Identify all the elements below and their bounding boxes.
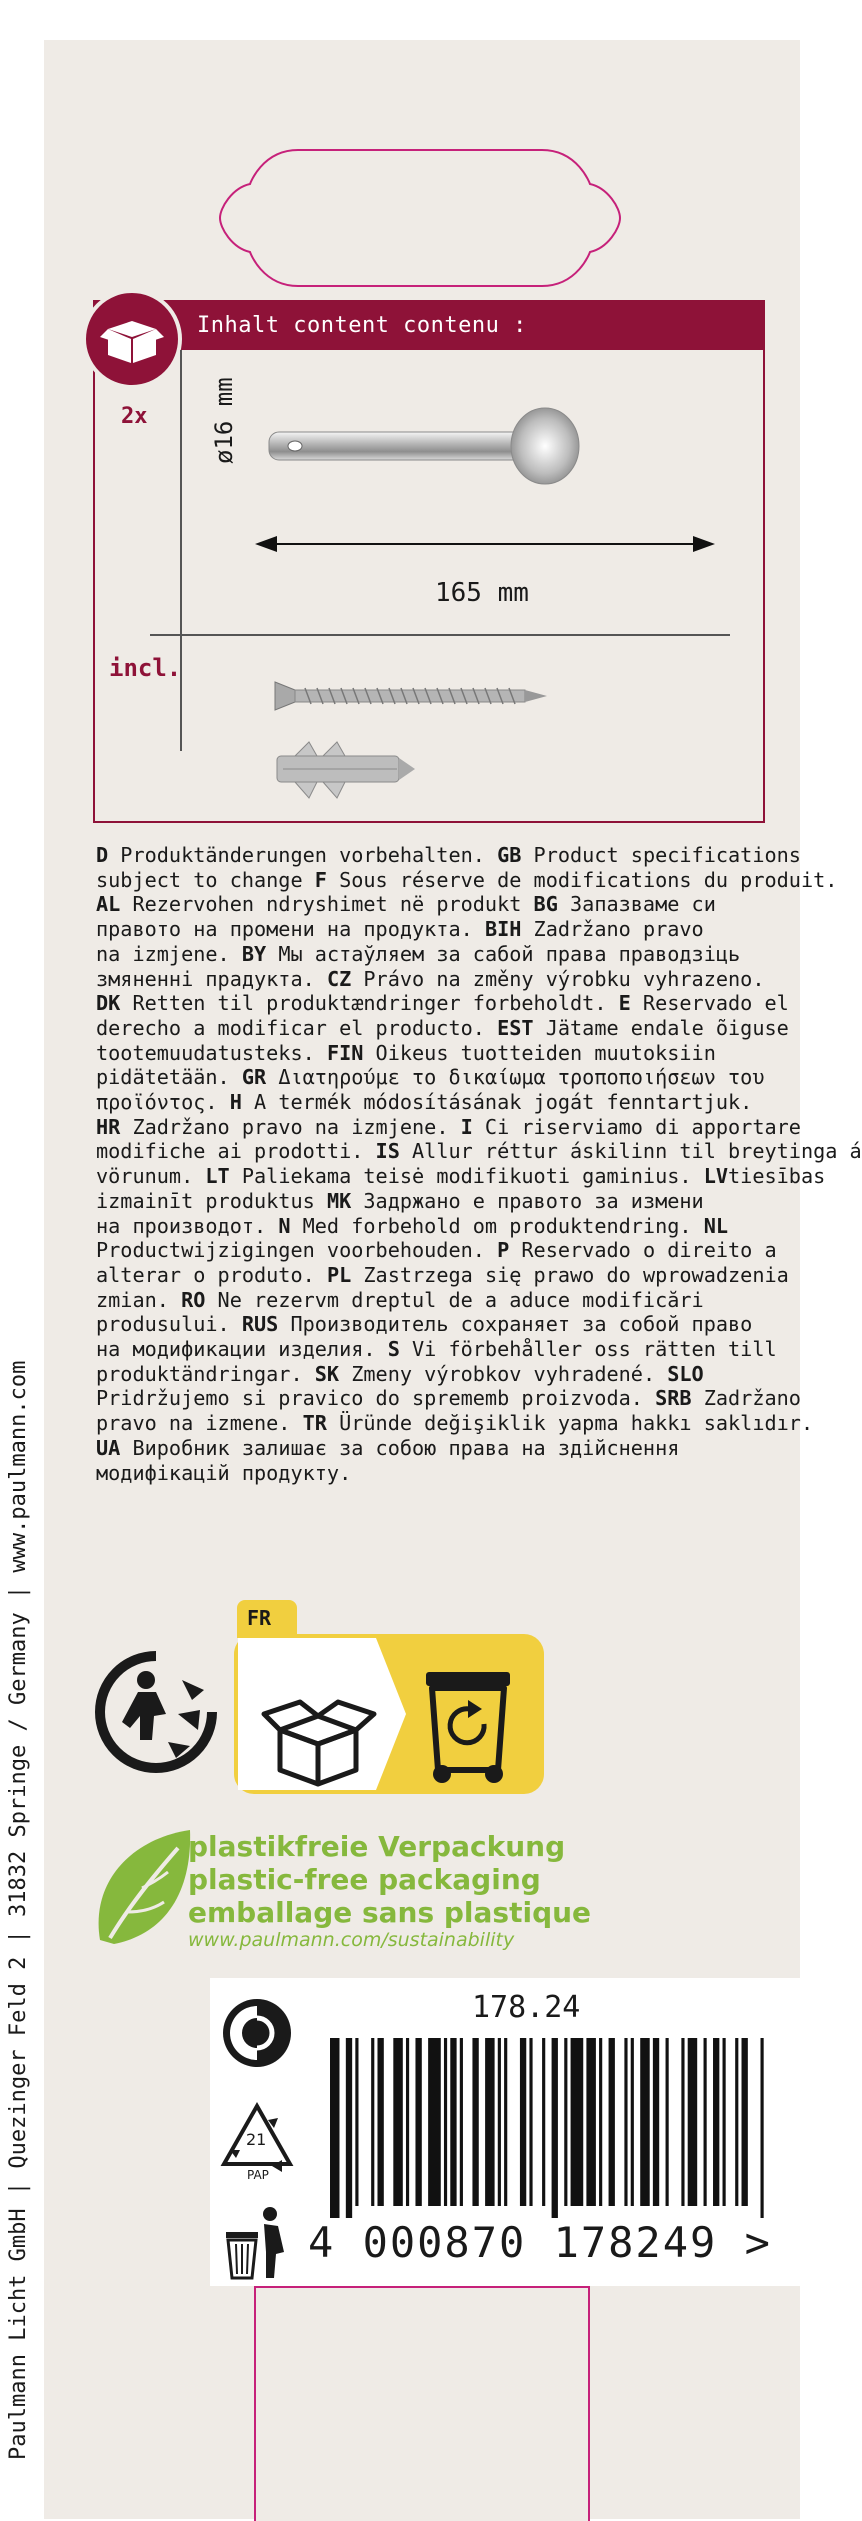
legal-line	[96, 1164, 826, 1189]
legal-text: produktändringar.	[96, 1361, 315, 1386]
company-address: Paulmann Licht GmbH | Quezinger Feld 2 | 31832 Springe / Germany | www.paulmann.com	[6, 1360, 31, 2460]
legal-text: modifiche ai prodotti.	[96, 1139, 376, 1164]
barcode-bar	[472, 2038, 478, 2206]
pap-label: PAP	[247, 2168, 269, 2182]
country-code: AL	[96, 892, 121, 917]
barcode-bar	[428, 2038, 441, 2206]
barcode-bar	[460, 2038, 463, 2206]
legal-text: izmainīt produktus	[96, 1188, 327, 1213]
legal-line	[96, 867, 838, 893]
country-code: UA	[96, 1435, 121, 1460]
legal-text: модифікацій продукту.	[96, 1460, 352, 1485]
legal-text: Produktänderungen vorbehalten.	[108, 843, 498, 867]
legal-text: змяненні прадукта.	[96, 966, 327, 991]
barcode-bar	[704, 2038, 707, 2206]
legal-line	[96, 991, 789, 1016]
legal-text: Reservado o direito a	[509, 1238, 777, 1263]
sustainability-url[interactable]: www.paulmann.com/sustainability	[188, 1929, 515, 1951]
barcode-bar	[393, 2038, 402, 2206]
country-code: SLO	[667, 1361, 704, 1386]
legal-text: Zastrzega się prawo do wprowadzenia	[351, 1262, 789, 1287]
country-code: EST	[497, 1015, 534, 1040]
barcode-bar	[609, 2038, 615, 2206]
length-dimension-arrow	[255, 532, 715, 556]
legal-text: tootemuudatusteks.	[96, 1040, 327, 1065]
barcode-bar	[406, 2038, 409, 2206]
legal-text: Právo na změny výrobku vyhrazeno.	[351, 966, 765, 991]
screw-icon	[275, 676, 555, 716]
included-label: incl.	[109, 654, 182, 682]
country-code: F	[314, 867, 327, 892]
country-code: LV	[703, 1164, 729, 1189]
barcode-bar	[552, 2038, 558, 2218]
legal-line	[96, 1090, 764, 1115]
legal-text: subject to change	[96, 867, 315, 892]
barcode-bar	[723, 2038, 726, 2206]
country-code: N	[278, 1213, 291, 1238]
legal-text: Zadržano	[691, 1386, 801, 1411]
country-code: IS	[375, 1139, 400, 1164]
legal-text: na izmjene.	[96, 941, 242, 966]
barcode-bar	[735, 2038, 738, 2206]
country-code: RO	[181, 1287, 206, 1312]
barcode-bar	[688, 2038, 697, 2206]
legal-text: Paliekama teisė modifikuoti gaminius.	[229, 1164, 704, 1189]
legal-text: Pridržujemo si pravico do sprememb proizvoda.	[96, 1386, 656, 1411]
barcode-bar	[761, 2038, 764, 2218]
barcode-bar	[599, 2038, 602, 2206]
barcode-bar	[330, 2038, 339, 2218]
barcode-digits: 4 000870 178249 >	[308, 2218, 772, 2267]
country-code: PL	[326, 1262, 352, 1287]
country-code: CZ	[326, 966, 352, 991]
article-number: 178.24	[472, 1990, 581, 2025]
legal-text: Мы астаўляем за сабой права праводзіць	[266, 941, 741, 966]
plastic-free-fr: emballage sans plastique	[188, 1896, 592, 1929]
legal-line	[96, 1461, 764, 1486]
country-code: D	[96, 843, 109, 867]
country-code: GB	[497, 843, 522, 867]
country-code: S	[387, 1337, 400, 1362]
legal-text: Vi förbehåller oss rätten till	[399, 1337, 777, 1362]
pin-illustration	[265, 407, 585, 485]
legal-text: правото на промени на продукта.	[96, 917, 485, 942]
barcode-bar	[529, 2038, 532, 2206]
country-code: GR	[241, 1065, 267, 1090]
legal-line	[96, 1312, 764, 1337]
barcode-bar	[504, 2038, 507, 2206]
country-code: H	[229, 1090, 242, 1115]
barcode-bar	[371, 2038, 374, 2206]
legal-line	[96, 1041, 764, 1066]
legal-notice	[96, 843, 862, 1485]
barcode-bar	[640, 2038, 649, 2206]
legal-text: A termék módosításának jogát fenntartjuk.	[241, 1090, 753, 1115]
country-code: SRB	[655, 1386, 692, 1411]
country-code: HR	[96, 1114, 121, 1139]
legal-text: на производот.	[96, 1213, 279, 1238]
legal-line	[96, 1386, 801, 1411]
legal-line	[96, 1015, 789, 1041]
barcode-bar	[520, 2038, 526, 2206]
barcode-bar	[450, 2038, 456, 2206]
plastic-free-de: plastikfreie Verpackung	[188, 1830, 566, 1863]
barcode-bar	[355, 2038, 358, 2206]
legal-text: Oikeus tuotteiden muutoksiin	[363, 1040, 716, 1065]
leaf-icon	[94, 1820, 194, 1950]
barcode-bar	[666, 2038, 669, 2206]
legal-text: pravo na izmene.	[96, 1411, 303, 1436]
country-tab	[237, 1600, 297, 1638]
country-code: BY	[241, 941, 267, 966]
barcode-bar	[377, 2038, 383, 2206]
legal-text: Productwijzigingen voorbehouden.	[96, 1238, 498, 1263]
diameter-label: ø16 mm	[210, 377, 238, 464]
green-dot-icon	[220, 1996, 294, 2070]
country-code: TR	[302, 1411, 327, 1436]
box-icon	[260, 1692, 378, 1788]
country-code: SK	[314, 1361, 340, 1386]
legal-line	[96, 1214, 764, 1239]
legal-line	[96, 1238, 777, 1263]
legal-text: на модификации изделия.	[96, 1337, 388, 1362]
quantity-label: 2x	[121, 404, 148, 429]
divider-horizontal	[150, 634, 730, 636]
legal-line	[96, 892, 764, 917]
legal-text: pidätetään.	[96, 1065, 242, 1090]
contents-header-label: Inhalt content contenu :	[197, 313, 527, 338]
legal-line	[96, 843, 801, 868]
legal-text: produsului.	[96, 1312, 242, 1337]
barcode-bar	[586, 2038, 595, 2206]
country-code: MK	[326, 1188, 352, 1213]
legal-text: Allur réttur áskilinn til breytinga á	[399, 1139, 862, 1164]
divider-vertical	[180, 350, 182, 751]
country-tab-label: FR	[247, 1606, 272, 1630]
legal-text: Задржано е правото за измени	[351, 1188, 704, 1213]
legal-line	[96, 967, 764, 992]
country-code: E	[618, 991, 631, 1016]
legal-line	[96, 1362, 764, 1387]
barcode-panel	[210, 1978, 800, 2286]
legal-text: Zadržano pravo	[521, 917, 704, 942]
legal-text: Zmeny výrobkov vyhradené.	[339, 1361, 668, 1386]
legal-text: Med forbehold om produktendring.	[290, 1213, 704, 1238]
legal-text: Ne rezervm dreptul de a aduce modificări	[205, 1287, 704, 1312]
legal-text: Ci riserviamo di apportare	[472, 1114, 801, 1139]
wall-plug-icon	[277, 742, 417, 798]
barcode-bar	[542, 2038, 545, 2206]
barcode-bar	[346, 2038, 352, 2218]
legal-text: Üründe değişiklik yapma hakkı saklıdır.	[326, 1411, 814, 1436]
recycling-bin-icon	[420, 1666, 516, 1786]
legal-text: vörunum.	[96, 1164, 206, 1189]
country-code: I	[460, 1114, 473, 1139]
barcode-bar	[653, 2038, 659, 2206]
legal-text: Product specifications	[521, 843, 801, 867]
legal-text: alterar o produto.	[96, 1262, 327, 1287]
barcode-bar	[444, 2038, 447, 2206]
barcode-bar	[485, 2038, 494, 2206]
legal-text: Rezervohen ndryshimet në produkt	[120, 892, 534, 917]
country-code: RUS	[241, 1312, 279, 1337]
legal-text: Виробник залишає за собою права на здійснення	[120, 1435, 680, 1460]
plastic-free-en: plastic-free packaging	[188, 1863, 541, 1896]
bottom-tab-outline	[254, 2286, 590, 2521]
legal-text: derecho a modificar el producto.	[96, 1015, 498, 1040]
legal-line	[96, 917, 764, 942]
barcode-bar	[571, 2038, 584, 2206]
legal-text: Jätame endale õiguse	[533, 1015, 789, 1040]
legal-text: tiesības	[728, 1164, 826, 1189]
barcode-bar	[713, 2038, 719, 2206]
legal-text: Zadržano pravo na izmjene.	[120, 1114, 461, 1139]
legal-text: Запазваме си	[557, 892, 716, 917]
contents-panel	[93, 300, 765, 823]
legal-line	[96, 1114, 801, 1140]
barcode-bar	[624, 2038, 627, 2206]
legal-text: Sous réserve de modifications du produit.	[326, 867, 838, 892]
pap-number: 21	[246, 2130, 267, 2149]
legal-text: Retten til produktændringer forbeholdt.	[120, 991, 619, 1016]
recycling-info	[94, 1600, 554, 1810]
legal-line	[96, 1337, 777, 1362]
bin-disposal-icon	[222, 2204, 292, 2282]
barcode-bar	[564, 2038, 567, 2206]
country-code: BIH	[484, 917, 522, 942]
barcode-bar	[681, 2038, 684, 2206]
barcode-bar	[498, 2038, 501, 2206]
barcode-bar	[742, 2038, 748, 2206]
legal-text: Διατηρούμε το δικαίωμα τροποποιήσεων του	[266, 1065, 765, 1090]
country-code: FIN	[326, 1040, 364, 1065]
barcode-bars	[330, 2038, 770, 2218]
legal-line	[96, 1411, 814, 1436]
triman-icon	[94, 1650, 218, 1774]
barcode-bar	[415, 2038, 421, 2206]
legal-line	[96, 1065, 764, 1090]
country-code: BG	[533, 892, 558, 917]
legal-line	[96, 1436, 764, 1461]
legal-line	[96, 942, 764, 967]
hanger-hole	[218, 148, 622, 288]
plastic-free-badge	[94, 1820, 592, 1960]
contents-header	[95, 302, 763, 350]
legal-line	[96, 1139, 862, 1164]
country-code: DK	[96, 991, 121, 1016]
legal-line	[96, 1288, 764, 1313]
country-code: P	[497, 1238, 510, 1263]
legal-line	[96, 1189, 764, 1214]
box-icon	[86, 293, 178, 385]
legal-text: προϊόντος.	[96, 1090, 230, 1115]
box-badge	[82, 289, 182, 389]
barcode-bar	[631, 2038, 634, 2206]
length-label: 165 mm	[435, 578, 529, 608]
country-code: NL	[703, 1213, 729, 1238]
country-code: LT	[205, 1164, 230, 1189]
legal-text: zmian.	[96, 1287, 182, 1312]
legal-line	[96, 1262, 789, 1288]
legal-text: Производитель сохраняет за собой право	[278, 1312, 753, 1337]
legal-text: Reservado el	[630, 991, 789, 1016]
